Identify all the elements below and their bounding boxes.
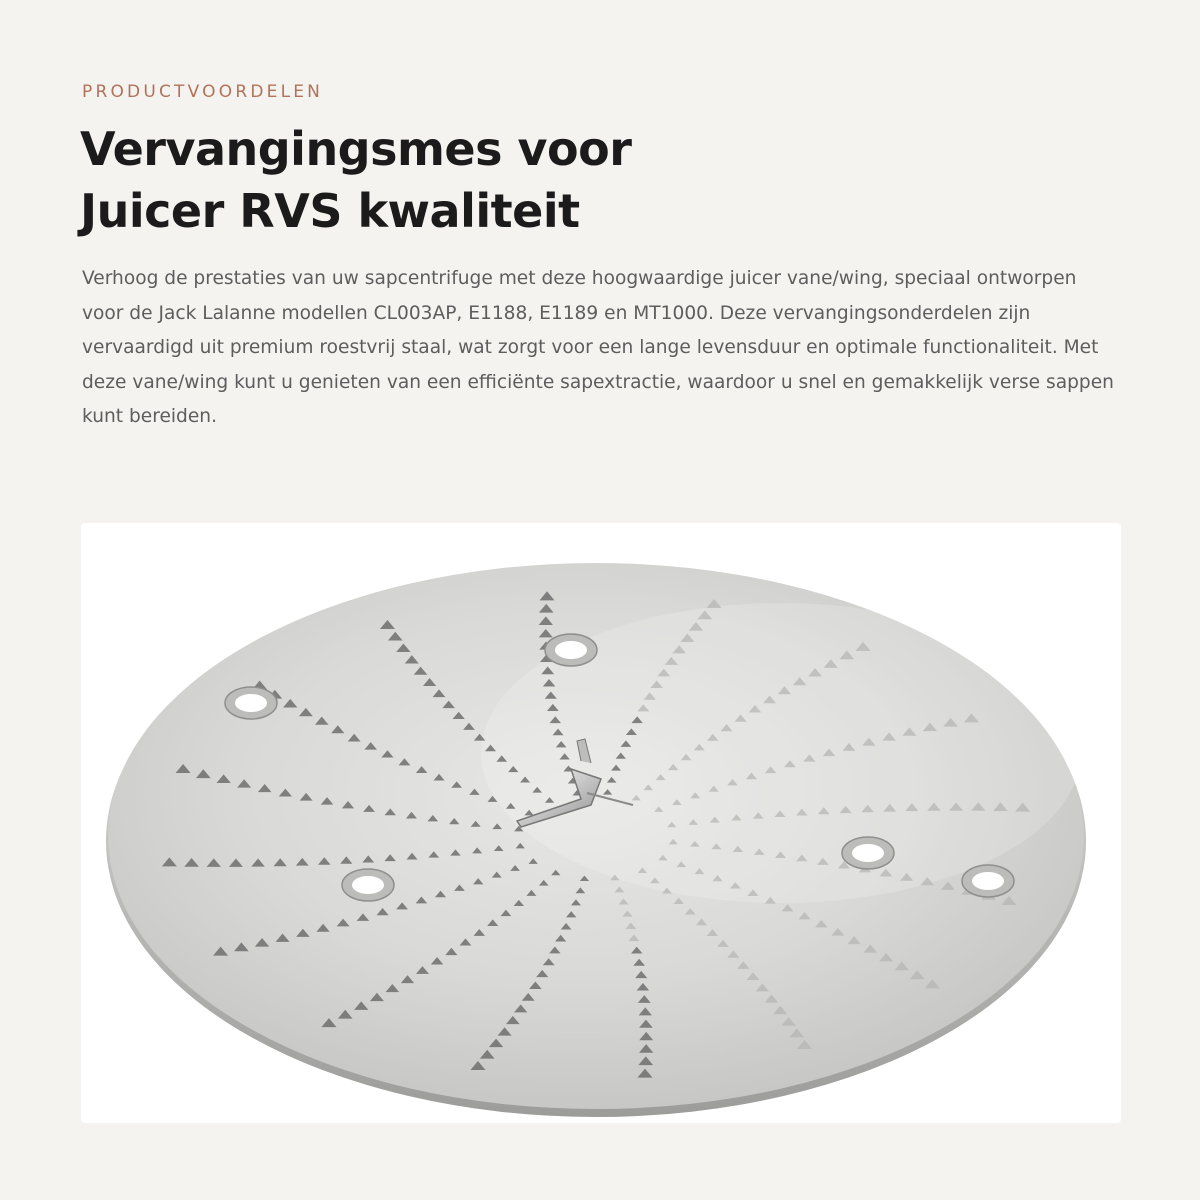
mounting-hole-icon	[545, 634, 597, 666]
section-title	[80, 118, 1120, 242]
section-title-line-1: Vervangingsmes voor	[80, 122, 632, 176]
section-title-line-2: Juicer RVS kwaliteit	[80, 184, 580, 238]
section-eyebrow: PRODUCTVOORDELEN	[82, 82, 324, 102]
mounting-hole-icon	[225, 687, 277, 719]
mounting-hole-icon	[342, 869, 394, 901]
product-image-card	[81, 523, 1121, 1123]
section-description: Verhoog de prestaties van uw sapcentrifuge met deze hoogwaardige juicer vane/wing, speciaal ontworpen voor de Jack Lalanne modellen CL003AP, E1188, E1189 en MT1000. Deze vervangingsonderdelen zijn vervaardigd uit premium roestvrij staal, wat zorgt voor een lange levensduur en optimale functionaliteit. Met deze vane/wing kunt u genieten van een efficiënte sapextractie, waardoor u snel en gemakkelijk verse sappen kunt bereiden.	[82, 268, 1114, 428]
mounting-hole-icon	[962, 865, 1014, 897]
mounting-hole-icon	[842, 837, 894, 869]
juicer-disc-icon	[81, 523, 1121, 1123]
